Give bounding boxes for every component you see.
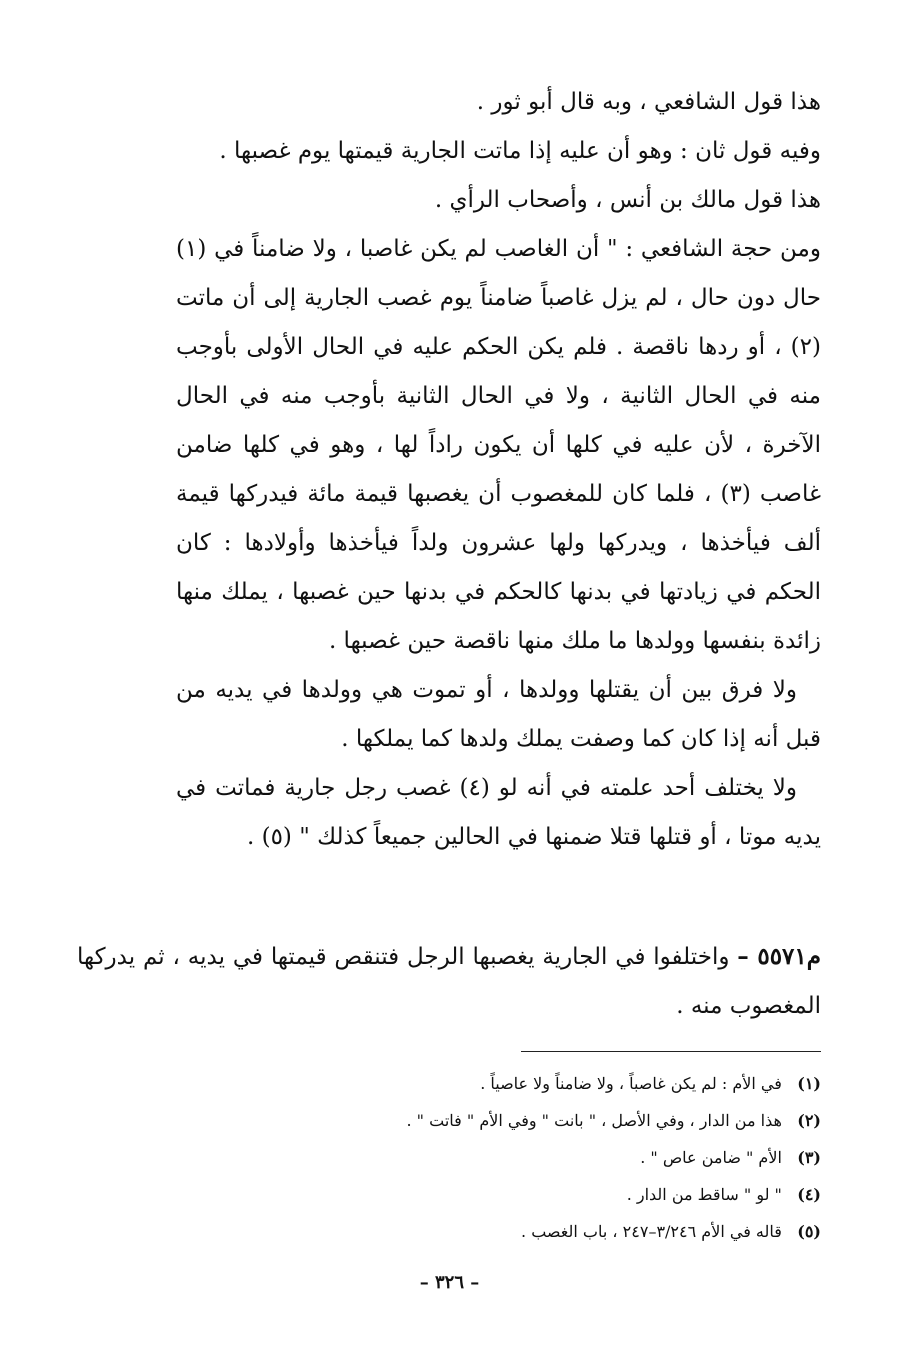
footnote-item xyxy=(176,1065,821,1102)
paragraph-shafii-argument: ومن حجة الشافعي : " أن الغاصب لم يكن غاصبا ، ولا ضامناً في (١) حال دون حال ، لم يزل غاصباً ضامناً يوم غصب الجارية إلى أن ماتت (٢) ، أو ردها ناقصة . فلم يكن الحكم عليه في الحال الأولى بأوجب منه في الحال الثانية ، ولا في الحال الثانية بأوجب منه في الحال الآخرة ، لأن عليه في كلها أن يكون راداً لها ، وهو في كلها ضامن غاصب (٣) ، فلما كان للمغصوب أن يغصبها قيمة مائة فيدركها قيمة ألف فيأخذها ، ويدركها ولها عشرون ولداً فيأخذها وأولادها : كان الحكم في زيادتها في بدنها كالحكم في بدنها حين غصبها ، يملك منها زائدة بنفسها وولدها ما ملك منها ناقصة حين غصبها . xyxy=(176,236,822,654)
paragraph-no-difference: ولا فرق بين أن يقتلها وولدها ، أو تموت هي وولدها في يديه من قبل أنه إذا كان كما وصفت يملك ولدها كما يملكها . xyxy=(176,677,821,752)
paragraph-second-view: وفيه قول ثان : وهو أن عليه إذا ماتت الجارية قيمتها يوم غصبها . xyxy=(219,138,821,164)
main-text xyxy=(176,78,821,862)
footnote-number: (٢) xyxy=(797,1111,821,1130)
footnote-divider xyxy=(521,1051,821,1052)
footnote-item xyxy=(176,1176,821,1213)
paragraph-shafii-view: هذا قول الشافعي ، وبه قال أبو ثور . xyxy=(476,89,821,115)
issue-text: واختلفوا في الجارية يغصبها الرجل فتنقص قيمتها في يديه ، ثم يدركها المغصوب منه . xyxy=(77,944,821,1019)
paragraph-consensus: ولا يختلف أحد علمته في أنه لو (٤) غصب رجل جارية فماتت في يديه موتا ، أو قتلها قتلا ضمنها في الحالين جميعاً كذلك " (٥) . xyxy=(176,775,821,850)
footnote-text: الأم " ضامن عاص " . xyxy=(640,1148,782,1167)
footnote-item xyxy=(176,1139,821,1176)
footnote-number: (١) xyxy=(797,1074,821,1093)
issue-number: م٥٥٧١ – xyxy=(737,943,822,970)
footnote-number: (٥) xyxy=(797,1222,821,1241)
footnote-text: في الأم : لم يكن غاصباً ، ولا ضامناً ولا عاصياً . xyxy=(480,1074,782,1093)
footnote-text: هذا من الدار ، وفي الأصل ، " بانت " وفي الأم " فاتت " . xyxy=(406,1111,782,1130)
footnote-item xyxy=(176,1213,821,1250)
footnote-number: (٣) xyxy=(797,1148,821,1167)
issue-paragraph xyxy=(77,932,821,1031)
footnote-number: (٤) xyxy=(797,1185,821,1204)
footnote-text: " لو " ساقط من الدار . xyxy=(626,1185,782,1204)
footnotes xyxy=(176,1065,821,1250)
footnote-text: قاله في الأم ٣/٢٤٦–٢٤٧ ، باب الغصب . xyxy=(521,1222,782,1241)
page-number: – ٣٢٦ – xyxy=(419,1272,480,1293)
paragraph-malik-view: هذا قول مالك بن أنس ، وأصحاب الرأي . xyxy=(434,187,821,213)
footnote-item xyxy=(176,1102,821,1139)
